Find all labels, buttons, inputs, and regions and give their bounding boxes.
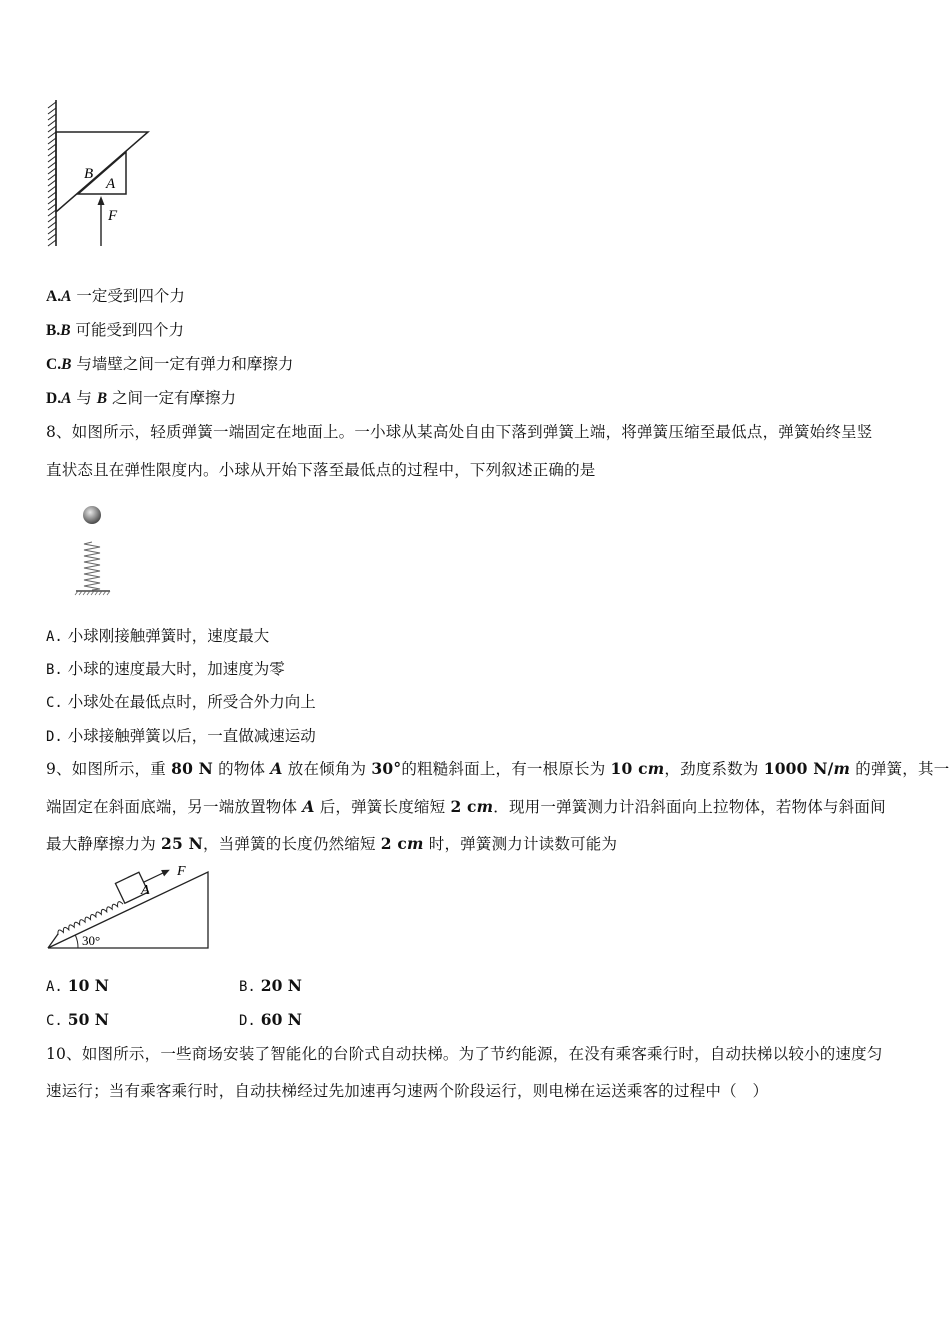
q8-option-a xyxy=(46,626,269,647)
option-var: B xyxy=(61,356,72,373)
option-text: 与 xyxy=(71,389,97,407)
q9-figure xyxy=(44,862,214,954)
option-key: D. xyxy=(46,729,63,745)
option-text: 小球接触弹簧以后，一直做减速运动 xyxy=(62,727,316,745)
q7-option-b xyxy=(46,320,184,341)
stem-text: 的弹簧，其一 xyxy=(850,760,950,778)
stem-text: 的粗糙斜面上，有一根原长为 xyxy=(401,760,611,778)
stem-text: 后，弹簧长度缩短 xyxy=(314,798,451,816)
q7-label-b: B xyxy=(84,166,94,182)
q8-option-b xyxy=(46,659,285,680)
stem-text: 时，弹簧测力计读数可能为 xyxy=(423,835,618,853)
stem-value: 2 c xyxy=(380,834,408,853)
q7-label-a: A xyxy=(106,176,116,192)
stem-unit: m xyxy=(833,759,851,778)
q7-option-c xyxy=(46,354,293,375)
stem-text: ，劲度系数为 xyxy=(664,760,764,778)
stem-text: ．现用一弹簧测力计沿斜面向上拉物体，若物体与斜面间 xyxy=(493,798,886,816)
stem-value: 1000 N/ xyxy=(763,759,834,778)
stem-value: 10 c xyxy=(610,759,648,778)
q9-angle-label: 30° xyxy=(82,933,101,948)
stem-unit: m xyxy=(647,759,665,778)
stem-value: 25 N xyxy=(161,834,203,853)
option-var: B xyxy=(60,322,71,339)
stem-text: 最大静摩擦力为 xyxy=(46,835,162,853)
ball xyxy=(83,506,101,524)
stem-value: 2 c xyxy=(450,797,477,816)
option-text: 小球刚接触弹簧时，速度最大 xyxy=(62,627,270,645)
stem-text: 放在倾角为 xyxy=(282,760,372,778)
stem-unit: m xyxy=(407,834,424,853)
option-text: 可能受到四个力 xyxy=(70,321,184,339)
stem-text: 的物体 xyxy=(213,760,271,778)
option-text: 50 N xyxy=(67,1010,109,1029)
option-key: B. xyxy=(46,662,63,678)
option-key: D. xyxy=(239,1013,256,1029)
stem-value: 80 N xyxy=(171,759,214,778)
q10-stem-line1: 10、如图所示，一些商场安装了智能化的台阶式自动扶梯。为了节约能源，在没有乘客乘行时，自动扶梯以较小的速度匀 xyxy=(46,1045,883,1063)
q9-option-a xyxy=(46,976,109,997)
q9-option-b xyxy=(239,976,302,997)
q9-stem-line1 xyxy=(46,759,949,779)
q9-stem-line2 xyxy=(46,797,886,817)
option-key: A. xyxy=(46,629,63,645)
q9-label-a: A xyxy=(141,883,150,898)
q9-option-d xyxy=(239,1010,302,1031)
option-text: 小球处在最低点时，所受合外力向上 xyxy=(62,693,316,711)
q8-stem-line1: 8、如图所示，轻质弹簧一端固定在地面上。一小球从某高处自由下落到弹簧上端，将弹簧压缩至最低点，弹簧始终呈竖 xyxy=(46,423,873,441)
option-key: C. xyxy=(46,356,62,373)
q7-figure xyxy=(40,98,160,253)
q7-label-f: F xyxy=(108,208,118,224)
option-key: C. xyxy=(46,1013,63,1029)
option-key: C. xyxy=(46,695,63,711)
option-key: B. xyxy=(46,322,61,339)
stem-text: ，当弹簧的长度仍然缩短 xyxy=(202,835,381,853)
stem-var: A xyxy=(270,759,283,778)
option-text: 与墙壁之间一定有弹力和摩擦力 xyxy=(71,355,294,373)
stem-value: 30° xyxy=(371,759,402,778)
option-text: 20 N xyxy=(260,976,302,995)
stem-unit: m xyxy=(476,797,494,816)
q8-option-d xyxy=(46,726,316,747)
option-text: 60 N xyxy=(260,1010,302,1029)
q9-label-f: F xyxy=(177,864,186,879)
spring xyxy=(84,542,100,590)
q8-figure xyxy=(72,502,118,598)
stem-text: 端固定在斜面底端，另一端放置物体 xyxy=(46,798,303,816)
q7-option-d xyxy=(46,388,236,409)
option-var: A xyxy=(61,390,72,407)
option-key: B. xyxy=(239,979,256,995)
option-text: 小球的速度最大时，加速度为零 xyxy=(62,660,285,678)
option-text: 之间一定有摩擦力 xyxy=(107,389,237,407)
q8-stem-line2: 直状态且在弹性限度内。小球从开始下落至最低点的过程中，下列叙述正确的是 xyxy=(46,461,596,479)
option-key: A. xyxy=(46,288,62,305)
q7-option-a xyxy=(46,286,185,307)
option-var: B xyxy=(96,390,108,407)
q10-stem-line2: 速运行；当有乘客乘行时，自动扶梯经过先加速再匀速两个阶段运行，则电梯在运送乘客的过程中（ ） xyxy=(46,1082,769,1100)
option-text: 10 N xyxy=(67,976,109,995)
q9-option-c xyxy=(46,1010,109,1031)
q9-stem-line3 xyxy=(46,834,617,854)
option-key: D. xyxy=(46,390,62,407)
option-text: 一定受到四个力 xyxy=(71,287,185,305)
q8-option-c xyxy=(46,692,316,713)
stem-text: 9、如图所示，重 xyxy=(46,760,172,778)
option-var: A xyxy=(61,288,72,305)
stem-var: A xyxy=(302,797,315,816)
option-key: A. xyxy=(46,979,63,995)
